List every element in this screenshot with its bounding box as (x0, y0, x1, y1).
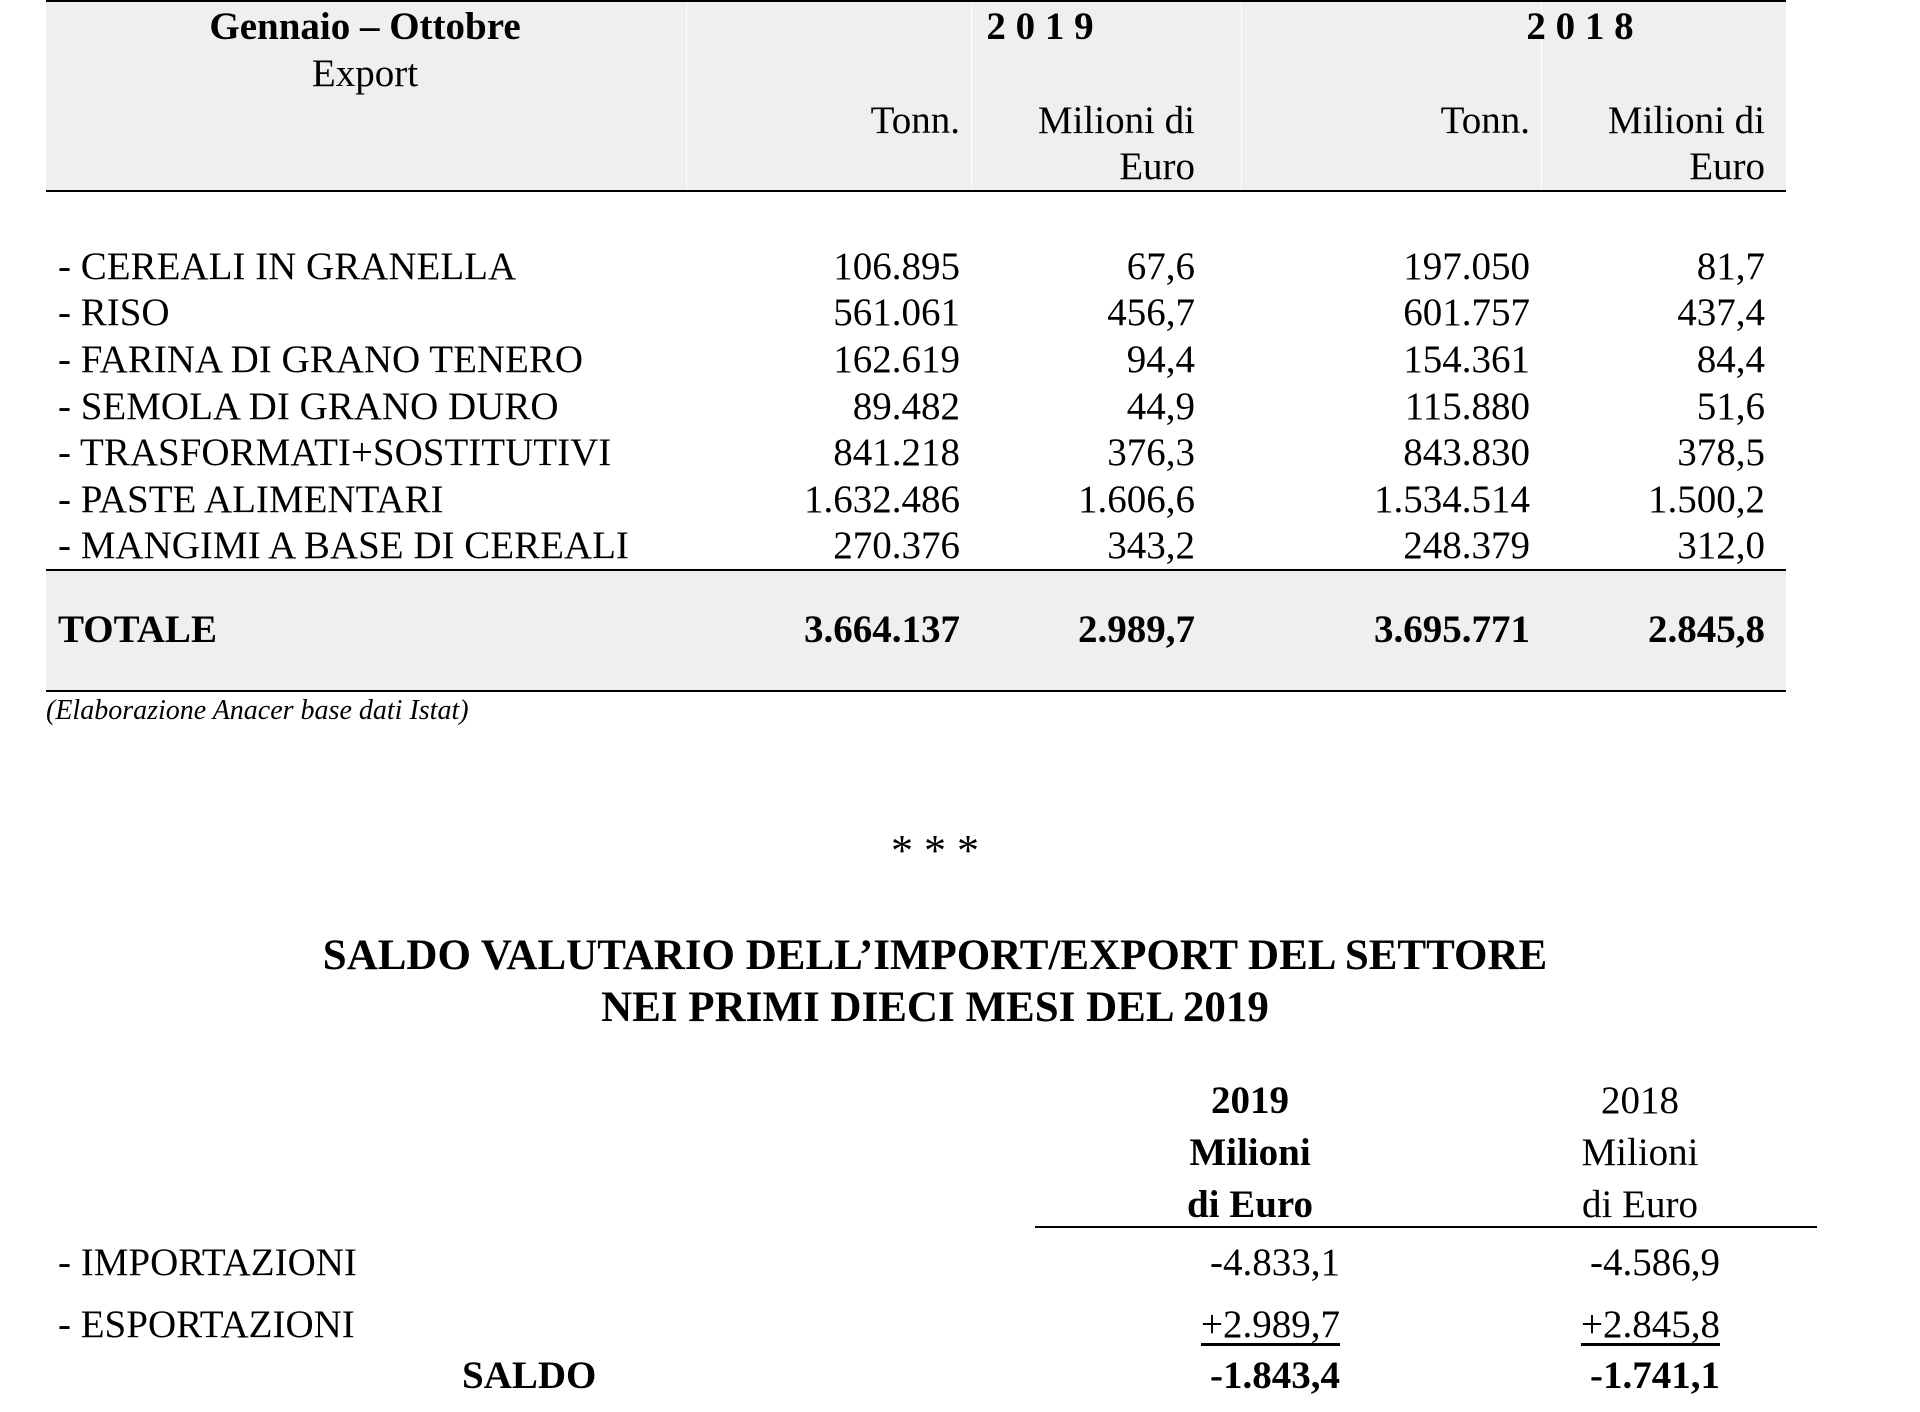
balance-row-label: - ESPORTAZIONI (58, 1303, 355, 1346)
col-tonn-2019: Tonn. (870, 99, 960, 142)
value-2019-cell: 1.606,6 (1078, 478, 1195, 521)
tonn-2019-cell: 1.632.486 (804, 478, 960, 521)
balance-year-2019: 2019 (1211, 1079, 1289, 1122)
col-value-2019-line1: Milioni di (1037, 99, 1195, 142)
tonn-2018-cell: 601.757 (1403, 291, 1530, 334)
row-label: - FARINA DI GRANO TENERO (58, 338, 584, 381)
col-tonn-2018: Tonn. (1440, 99, 1530, 142)
row-label: - TRASFORMATI+SOSTITUTIVI (58, 431, 612, 474)
balance-value-2018: -4.586,9 (1590, 1241, 1720, 1284)
value-2019-cell: 456,7 (1107, 291, 1195, 334)
tonn-2018-cell: 154.361 (1403, 338, 1530, 381)
value-2019-cell: 376,3 (1107, 431, 1195, 474)
tonn-2019-cell: 162.619 (833, 338, 960, 381)
tonn-2018-cell: 248.379 (1403, 524, 1530, 567)
balance-title-line2: NEI PRIMI DIECI MESI DEL 2019 (601, 984, 1269, 1031)
period-heading: Gennaio – Ottobre (209, 5, 521, 48)
balance-total-label: SALDO (462, 1354, 597, 1397)
value-2018-cell: 51,6 (1696, 385, 1765, 428)
col-value-2019-line2: Euro (1119, 145, 1195, 188)
balance-total-2018: -1.741,1 (1590, 1354, 1720, 1397)
balance-unit-2018-line1: Milioni (1581, 1131, 1699, 1174)
balance-unit-2019-line1: Milioni (1189, 1131, 1311, 1174)
tonn-2019-cell: 89.482 (852, 385, 960, 428)
section-separator: * * * (891, 826, 979, 875)
value-2018-cell: 1.500,2 (1648, 478, 1765, 521)
balance-header-rule (1035, 1226, 1817, 1228)
value-2019-cell: 94,4 (1126, 338, 1195, 381)
tonn-2019-cell: 106.895 (833, 245, 960, 288)
column-divider (1241, 0, 1242, 190)
total-tonn-2019: 3.664.137 (804, 608, 960, 651)
tonn-2019-cell: 561.061 (833, 291, 960, 334)
table-bottom-rule (46, 690, 1786, 692)
tonn-2019-cell: 270.376 (833, 524, 960, 567)
table-top-rule (46, 0, 1786, 2)
balance-title (0, 930, 1870, 1034)
row-label: - RISO (58, 291, 170, 334)
year-2018-heading: 2 0 1 8 (1526, 5, 1634, 48)
year-2019-heading: 2 0 1 9 (986, 5, 1094, 48)
balance-unit-2018-line2: di Euro (1582, 1183, 1698, 1226)
flow-heading: Export (311, 52, 419, 95)
column-divider (686, 0, 687, 190)
value-2018-cell: 378,5 (1677, 431, 1765, 474)
balance-value-2019: -4.833,1 (1210, 1241, 1340, 1284)
balance-unit-2019-line2: di Euro (1186, 1183, 1314, 1226)
row-label: - MANGIMI A BASE DI CEREALI (58, 524, 629, 567)
value-2019-cell: 67,6 (1126, 245, 1195, 288)
tonn-2019-cell: 841.218 (833, 431, 960, 474)
tonn-2018-cell: 843.830 (1403, 431, 1530, 474)
col-value-2018-line2: Euro (1689, 145, 1765, 188)
value-2018-cell: 81,7 (1696, 245, 1765, 288)
balance-row-label: - IMPORTAZIONI (58, 1241, 357, 1284)
source-note: (Elaborazione Anacer base dati Istat) (46, 695, 469, 726)
value-2018-cell: 437,4 (1677, 291, 1765, 334)
balance-value-2019: +2.989,7 (1201, 1303, 1340, 1346)
value-2018-cell: 84,4 (1696, 338, 1765, 381)
total-tonn-2018: 3.695.771 (1374, 608, 1530, 651)
total-rule (46, 569, 1786, 571)
tonn-2018-cell: 197.050 (1403, 245, 1530, 288)
balance-year-2018: 2018 (1601, 1079, 1679, 1122)
total-label: TOTALE (58, 608, 217, 651)
balance-value-2018: +2.845,8 (1581, 1303, 1720, 1346)
balance-total-2019: -1.843,4 (1210, 1354, 1340, 1397)
tonn-2018-cell: 115.880 (1404, 385, 1530, 428)
balance-title-line1: SALDO VALUTARIO DELL’IMPORT/EXPORT DEL SETTORE (322, 932, 1548, 979)
value-2018-cell: 312,0 (1677, 524, 1765, 567)
total-value-2019: 2.989,7 (1078, 608, 1195, 651)
total-value-2018: 2.845,8 (1648, 608, 1765, 651)
value-2019-cell: 343,2 (1107, 524, 1195, 567)
header-rule (46, 190, 1786, 192)
col-value-2018-line1: Milioni di (1607, 99, 1765, 142)
row-label: - CEREALI IN GRANELLA (58, 245, 517, 288)
tonn-2018-cell: 1.534.514 (1374, 478, 1530, 521)
row-label: - SEMOLA DI GRANO DURO (58, 385, 559, 428)
value-2019-cell: 44,9 (1126, 385, 1195, 428)
row-label: - PASTE ALIMENTARI (58, 478, 444, 521)
